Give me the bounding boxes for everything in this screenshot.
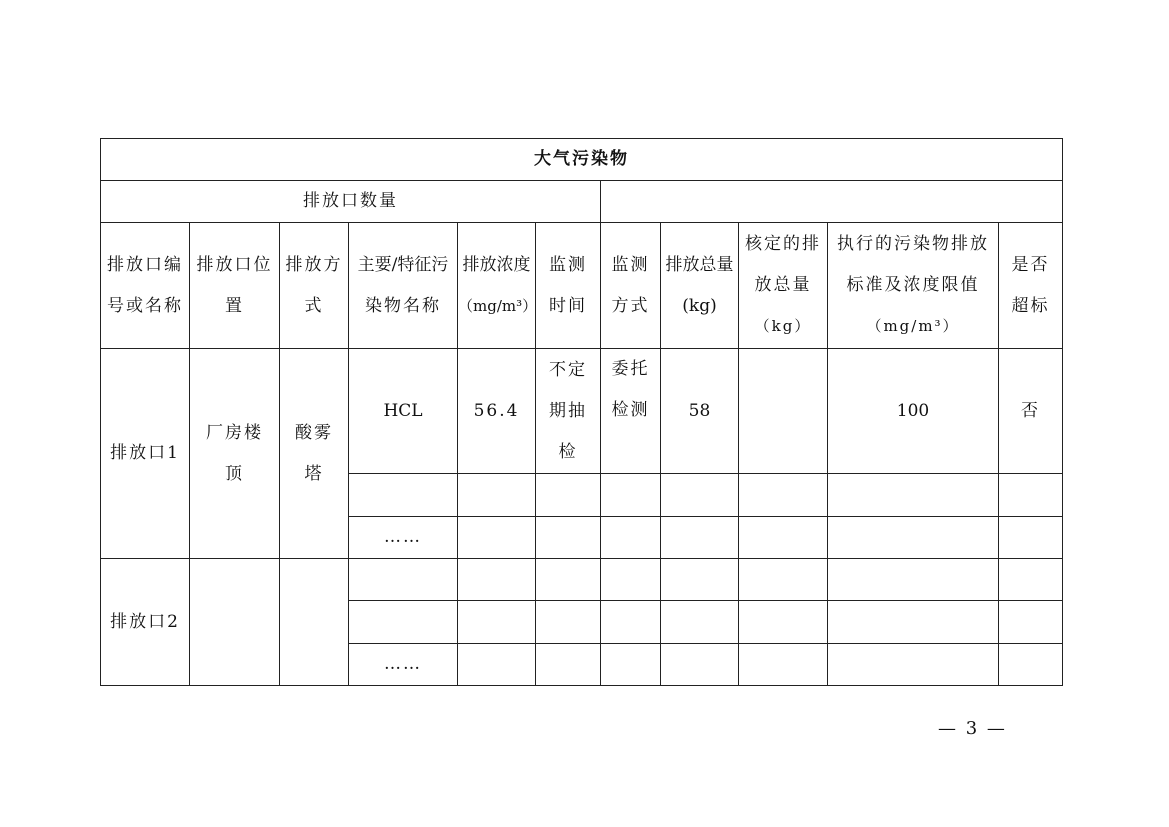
outlet1-concentration: 56.4 bbox=[458, 349, 536, 474]
outlet2-location bbox=[190, 559, 280, 686]
table-row bbox=[101, 559, 1063, 601]
outlet2-method bbox=[280, 559, 349, 686]
header-outlet-id: 排放口编 号或名称 bbox=[101, 223, 190, 349]
air-pollutant-table bbox=[100, 138, 1063, 686]
outlet1-exceed: 否 bbox=[999, 349, 1063, 474]
outlet1-total: 58 bbox=[661, 349, 739, 474]
outlet-count-value bbox=[601, 181, 1063, 223]
outlet1-approved-total bbox=[739, 349, 828, 474]
header-approved-total: 核定的排 放总量 （kg） bbox=[739, 223, 828, 349]
table-title: 大气污染物 bbox=[101, 139, 1063, 181]
header-standard-limit: 执行的污染物排放 标准及浓度限值 （mg/m³） bbox=[828, 223, 999, 349]
outlet-count-label: 排放口数量 bbox=[101, 181, 601, 223]
outlet1-limit: 100 bbox=[828, 349, 999, 474]
header-row bbox=[101, 223, 1063, 349]
outlet1-monitor-time: 不定 期抽 检 bbox=[536, 349, 601, 474]
header-discharge-method: 排放方 式 bbox=[280, 223, 349, 349]
outlet1-location: 厂房楼 顶 bbox=[190, 349, 280, 559]
outlet1-pollutant: HCL bbox=[349, 349, 458, 474]
header-exceed: 是否 超标 bbox=[999, 223, 1063, 349]
outlet1-method: 酸雾 塔 bbox=[280, 349, 349, 559]
table-row bbox=[101, 349, 1063, 474]
outlet2-ellipsis: …… bbox=[349, 644, 458, 686]
header-pollutant-name: 主要/特征污 染物名称 bbox=[349, 223, 458, 349]
header-monitor-time: 监测 时间 bbox=[536, 223, 601, 349]
header-total-discharge: 排放总量 (kg) bbox=[661, 223, 739, 349]
page-number: — 3 — bbox=[938, 718, 1007, 739]
outlet2-name: 排放口2 bbox=[101, 559, 190, 686]
outlet1-ellipsis: …… bbox=[349, 517, 458, 559]
outlet1-name: 排放口1 bbox=[101, 349, 190, 559]
header-monitor-method: 监测 方式 bbox=[601, 223, 661, 349]
outlet1-monitor-method: 委托 检测 bbox=[601, 349, 661, 474]
header-concentration: 排放浓度 （mg/m³） bbox=[458, 223, 536, 349]
header-outlet-location: 排放口位 置 bbox=[190, 223, 280, 349]
